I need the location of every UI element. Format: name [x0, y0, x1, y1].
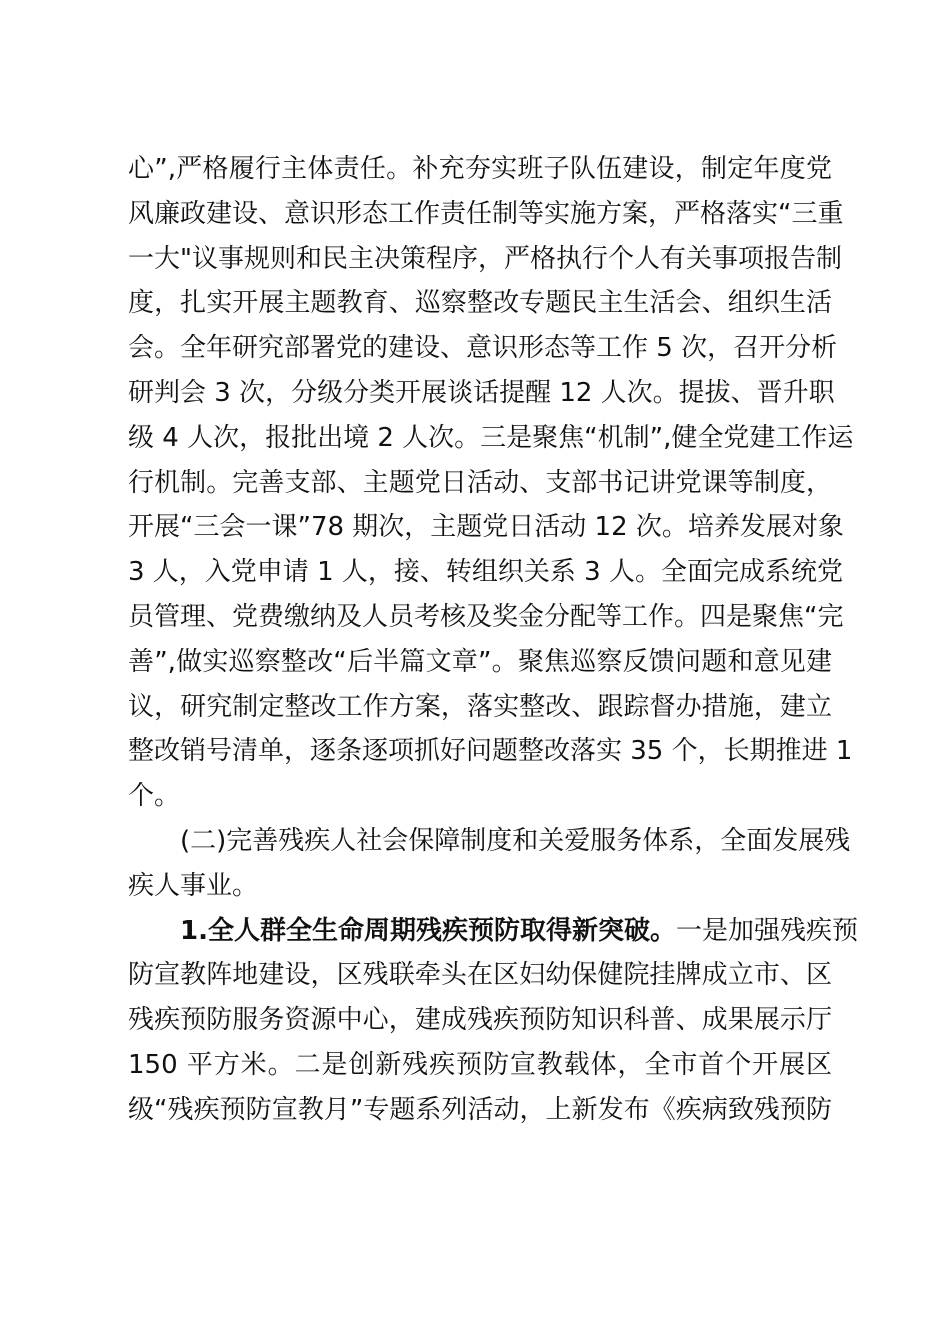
- text-line: 行机制。完善支部、主题党日活动、支部书记讲党课等制度，: [128, 467, 832, 498]
- text-span: 一是加强残疾预: [675, 915, 858, 946]
- paragraph-party-building: [128, 147, 858, 1133]
- text-line: 善”,做实巡察整改“后半篇文章”。聚焦巡察反馈问题和意见建: [128, 646, 832, 677]
- text-line: 150 平方米。二是创新残疾预防宣教载体，全市首个开展区: [128, 1049, 832, 1080]
- text-line: 会。全年研究部署党的建设、意识形态等工作 5 次，召开分析: [128, 333, 838, 364]
- section-heading-line: 疾人事业。: [128, 870, 259, 901]
- text-line: 整改销号清单，逐条逐项抓好问题整改落实 35 个，长期推进 1: [128, 736, 853, 767]
- text-line: 个。: [128, 781, 181, 812]
- text-line: 防宣教阵地建设，区残联牵头在区妇幼保健院挂牌成立市、区: [128, 960, 832, 991]
- text-line: 议，研究制定整改工作方案，落实整改、跟踪督办措施，建立: [128, 691, 832, 722]
- text-line: 级“残疾预防宣教月”专题系列活动，上新发布《疾病致残预防: [128, 1094, 832, 1125]
- text-line: 一大"议事规则和民主决策程序，严格执行个人有关事项报告制: [128, 243, 842, 274]
- text-line: 风廉政建设、意识形态工作责任制等实施方案，严格落实“三重: [128, 198, 844, 229]
- text-line: 员管理、党费缴纳及人员考核及奖金分配等工作。四是聚焦“完: [128, 601, 844, 632]
- text-line: 级 4 人次，报批出境 2 人次。三是聚焦“机制”,健全党建工作运: [128, 422, 854, 453]
- text-line: 研判会 3 次，分级分类开展谈话提醒 12 人次。提拔、晋升职: [128, 377, 835, 408]
- bold-lead-sentence: 1.全人群全生命周期残疾预防取得新突破。: [180, 915, 676, 946]
- section-heading-line: (二)完善残疾人社会保障制度和关爱服务体系，全面发展残: [180, 825, 851, 856]
- paragraph-disability-prevention-lead: [128, 909, 858, 954]
- text-line: 3 人，入党申请 1 人，接、转组织关系 3 人。全面完成系统党: [128, 557, 843, 588]
- text-line: 残疾预防服务资源中心，建成残疾预防知识科普、成果展示厅: [128, 1005, 832, 1036]
- text-line: 度，扎实开展主题教育、巡察整改专题民主生活会、组织生活: [128, 288, 832, 319]
- text-line: 心”,严格履行主体责任。补充夯实班子队伍建设，制定年度党: [128, 154, 832, 184]
- text-line: 开展“三会一课”78 期次，主题党日活动 12 次。培养发展对象: [128, 512, 844, 543]
